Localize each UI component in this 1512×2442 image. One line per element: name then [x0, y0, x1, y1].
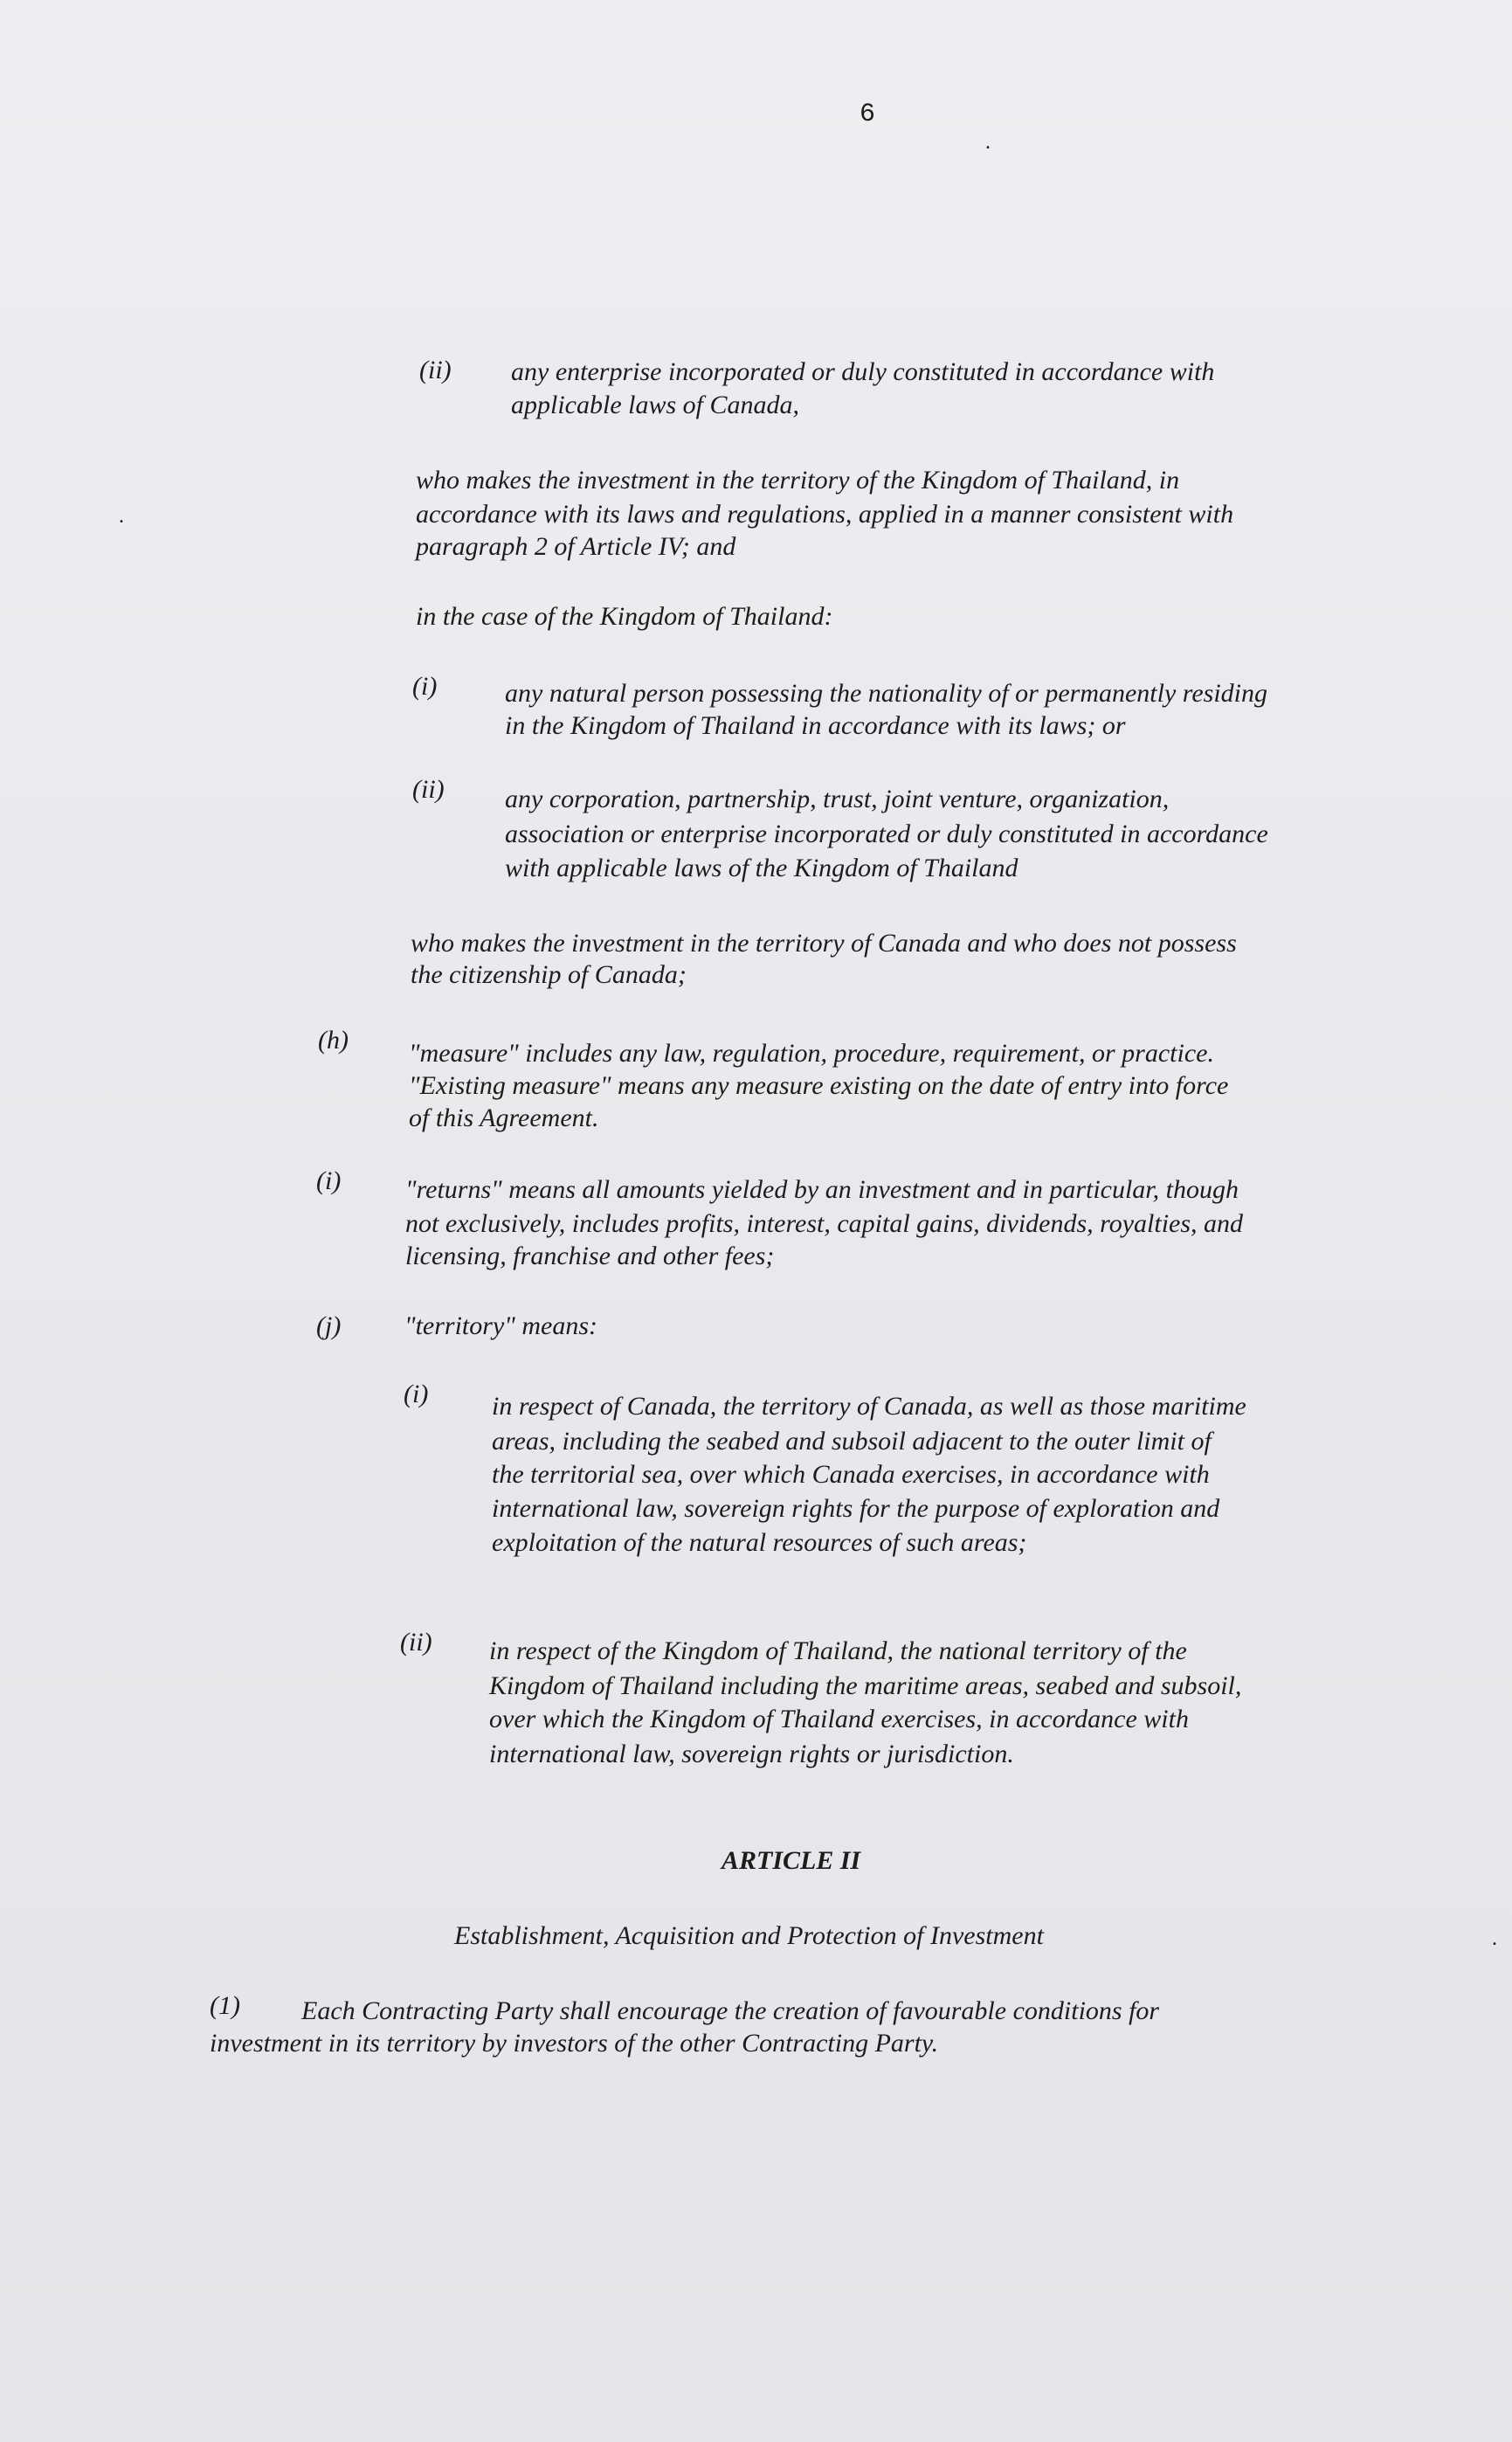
item-label: (j) [316, 1311, 342, 1340]
text-line: areas, including the seabed and subsoil adjacent to the outer limit of [492, 1427, 1212, 1456]
text-line: association or enterprise incorporated or duly constituted in accordance [505, 820, 1268, 848]
text-line: international law, sovereign rights for the purpose of exploration and [492, 1494, 1220, 1523]
text-line: "returns" means all amounts yielded by an investment and in particular, though [405, 1175, 1239, 1204]
speck: . [985, 131, 991, 154]
item-label: (i) [316, 1166, 342, 1195]
text-line: in respect of Canada, the territory of Canada, as well as those maritime [492, 1392, 1246, 1421]
text-line: any natural person possessing the nationality of or permanently residing [505, 679, 1268, 708]
text-line: "measure" includes any law, regulation, procedure, requirement, or practice. [409, 1039, 1214, 1068]
speck: . [119, 505, 124, 528]
paragraph-label: (1) [210, 1991, 240, 2020]
text-line: over which the Kingdom of Thailand exercises, in accordance with [489, 1705, 1189, 1733]
text-line: investment in its territory by investors of the other Contracting Party. [210, 2029, 939, 2058]
text-line: licensing, franchise and other fees; [405, 1242, 775, 1270]
item-label: (ii) [412, 775, 445, 804]
text-line: in the case of the Kingdom of Thailand: [416, 602, 833, 631]
text-line: not exclusively, includes profits, interest, capital gains, dividends, royalties, and [405, 1209, 1244, 1238]
speck: . [1492, 1927, 1497, 1950]
text-line: who makes the investment in the territory of Canada and who does not possess [411, 929, 1237, 958]
text-line: accordance with its laws and regulations, applied in a manner consistent with [416, 500, 1234, 529]
text-line: "Existing measure" means any measure existing on the date of entry into force [409, 1071, 1229, 1100]
article-subheading: Establishment, Acquisition and Protection of Investment [454, 1921, 1044, 1950]
text-line: "territory" means: [404, 1311, 598, 1340]
item-label: (h) [318, 1026, 349, 1055]
page-number: 6 [860, 100, 876, 129]
item-label: (i) [404, 1380, 429, 1408]
item-label: (i) [412, 672, 438, 701]
text-line: Kingdom of Thailand including the maritime areas, seabed and subsoil, [489, 1671, 1242, 1700]
text-line: paragraph 2 of Article IV; and [416, 532, 736, 561]
text-line: the territorial sea, over which Canada exercises, in accordance with [492, 1460, 1210, 1489]
text-line: the citizenship of Canada; [411, 960, 687, 989]
item-label: (ii) [419, 356, 452, 384]
text-line: of this Agreement. [409, 1103, 599, 1132]
article-heading: ARTICLE II [721, 1846, 861, 1875]
text-line: applicable laws of Canada, [511, 391, 799, 419]
text-line: exploitation of the natural resources of such areas; [492, 1528, 1027, 1557]
text-line: in respect of the Kingdom of Thailand, the national territory of the [489, 1636, 1187, 1665]
text-line: who makes the investment in the territory of the Kingdom of Thailand, in [416, 466, 1180, 495]
text-line: international law, sovereign rights or jurisdiction. [489, 1740, 1014, 1768]
text-line: in the Kingdom of Thailand in accordance with its laws; or [505, 711, 1126, 740]
item-label: (ii) [400, 1628, 432, 1657]
text-line: any corporation, partnership, trust, joint venture, organization, [505, 785, 1170, 813]
text-line: Each Contracting Party shall encourage the creation of favourable conditions for [301, 1996, 1160, 2025]
text-line: any enterprise incorporated or duly constituted in accordance with [511, 357, 1215, 386]
text-line: with applicable laws of the Kingdom of Thailand [505, 854, 1018, 882]
